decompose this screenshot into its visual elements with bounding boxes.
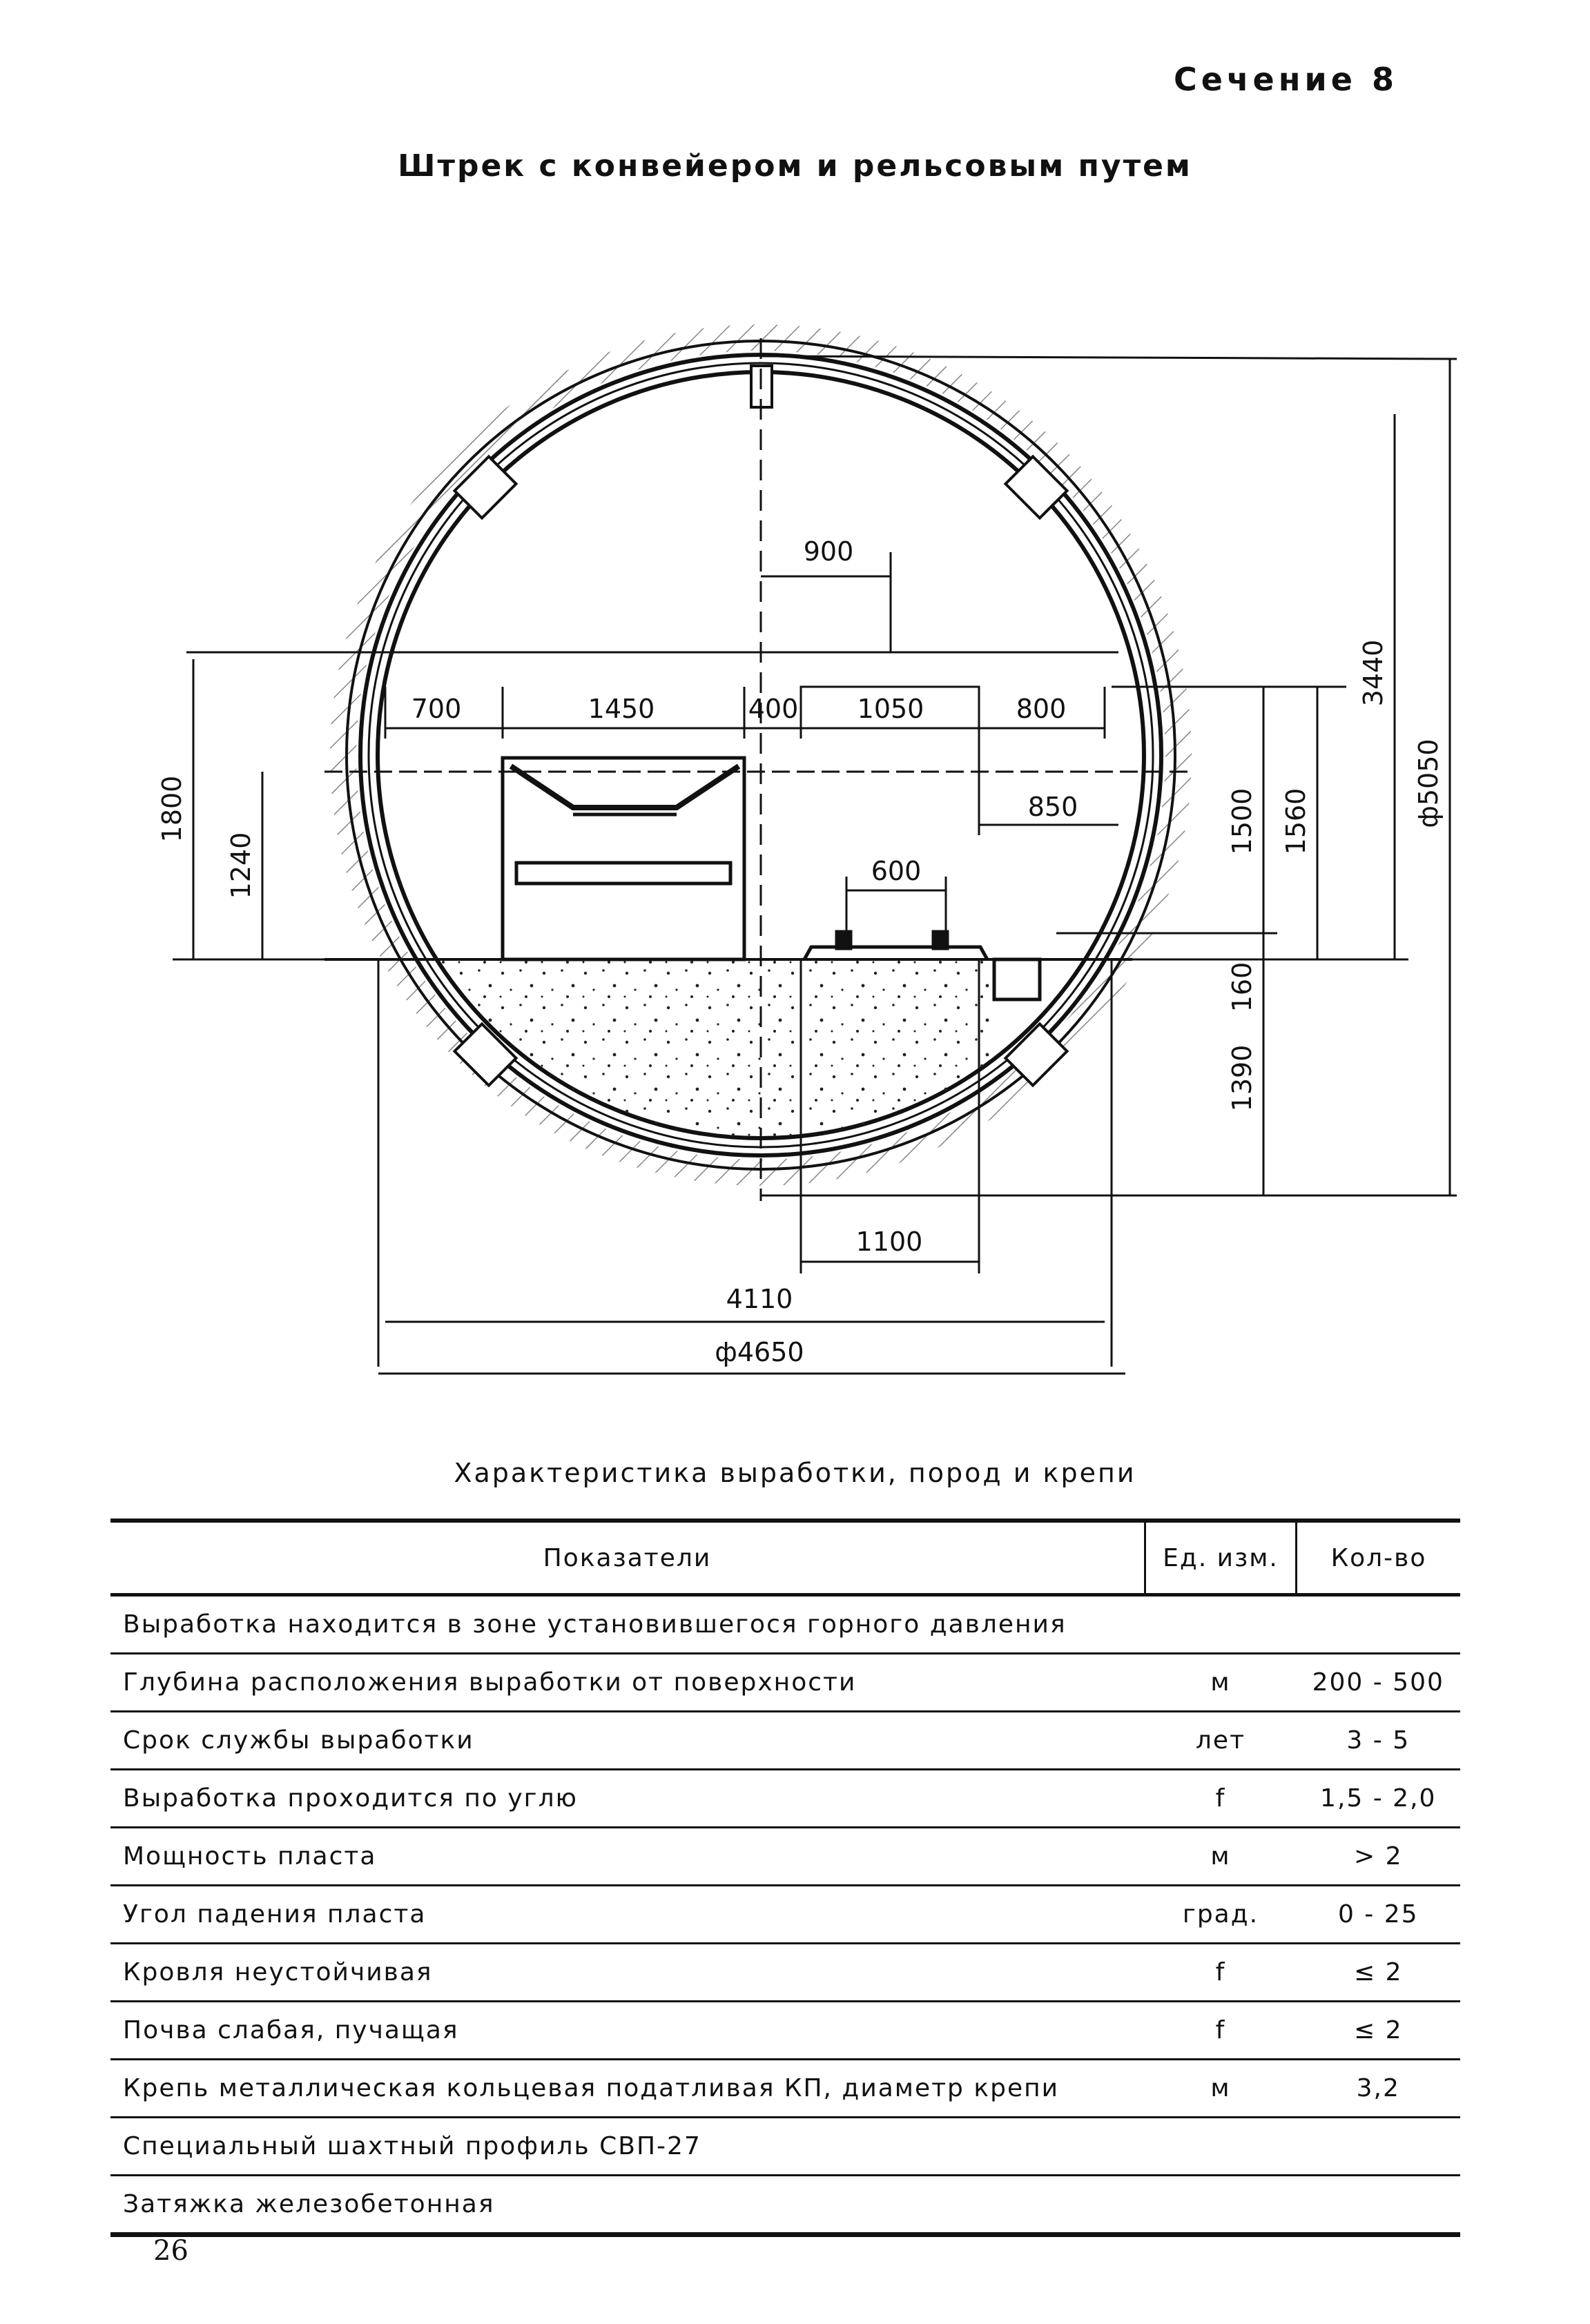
- row-unit: [1145, 2176, 1297, 2235]
- dim-5050: ф5050: [1413, 739, 1444, 828]
- row-name: Затяжка железобетонная: [110, 2176, 1145, 2235]
- dim-4110: 4110: [726, 1284, 793, 1314]
- row-name: Выработка проходится по углю: [110, 1770, 1145, 1828]
- conveyor: [503, 758, 744, 959]
- table-row: [110, 2176, 1460, 2235]
- dim-1390: 1390: [1227, 1044, 1257, 1112]
- section-number: Сечение 8: [1174, 61, 1398, 98]
- dim-4650: ф4650: [715, 1337, 804, 1367]
- row-unit: [1145, 2118, 1297, 2176]
- row-name: Глубина расположения выработки от поверхности: [110, 1654, 1145, 1712]
- table-header-row: [110, 1521, 1460, 1595]
- row-name: Мощность пласта: [110, 1828, 1145, 1886]
- dim-1560: 1560: [1281, 788, 1311, 855]
- row-qty: [1297, 2176, 1461, 2235]
- row-unit: [1145, 1595, 1297, 1654]
- table-row: [110, 1886, 1460, 1944]
- row-qty: 200 - 500: [1297, 1654, 1461, 1712]
- row-name: Кровля неустойчивая: [110, 1944, 1145, 2002]
- row-qty: 1,5 - 2,0: [1297, 1770, 1461, 1828]
- table-row: [110, 1595, 1460, 1654]
- table-row: [110, 2060, 1460, 2118]
- dim-850: 850: [1027, 792, 1078, 822]
- dim-1240: 1240: [226, 832, 256, 899]
- header-unit: Ед. изм.: [1145, 1521, 1297, 1595]
- characteristics-table: [110, 1519, 1460, 2237]
- dim-160: 160: [1227, 961, 1257, 1013]
- row-name: Почва слабая, пучащая: [110, 2002, 1145, 2060]
- row-unit: м: [1145, 1654, 1297, 1712]
- row-qty: ≤ 2: [1297, 1944, 1461, 2002]
- table-row: [110, 1770, 1460, 1828]
- dim-1500: 1500: [1227, 788, 1257, 855]
- page-number: 26: [153, 2235, 188, 2267]
- row-unit: м: [1145, 2060, 1297, 2118]
- rail-track: [804, 932, 987, 959]
- row-unit: град.: [1145, 1886, 1297, 1944]
- row-name: Крепь металлическая кольцевая податливая КП, диаметр крепи: [110, 2060, 1145, 2118]
- dim-3440: 3440: [1358, 639, 1388, 707]
- dim-400: 400: [748, 694, 799, 724]
- row-qty: 0 - 25: [1297, 1886, 1461, 1944]
- table-row: [110, 1654, 1460, 1712]
- row-unit: лет: [1145, 1712, 1297, 1770]
- row-qty: > 2: [1297, 1828, 1461, 1886]
- row-unit: м: [1145, 1828, 1297, 1886]
- row-name: Выработка находится в зоне установившегося горного давления: [110, 1595, 1145, 1654]
- row-qty: ≤ 2: [1297, 2002, 1461, 2060]
- row-unit: f: [1145, 1944, 1297, 2002]
- table-row: [110, 1712, 1460, 1770]
- row-name: Специальный шахтный профиль СВП-27: [110, 2118, 1145, 2176]
- table-row: [110, 2002, 1460, 2060]
- row-qty: 3 - 5: [1297, 1712, 1461, 1770]
- row-qty: [1297, 2118, 1461, 2176]
- table-row: [110, 1944, 1460, 2002]
- table-row: [110, 1828, 1460, 1886]
- row-qty: 3,2: [1297, 2060, 1461, 2118]
- drawing-title: Штрек с конвейером и рельсовым путем: [398, 148, 1192, 184]
- row-unit: f: [1145, 2002, 1297, 2060]
- dim-600: 600: [871, 856, 922, 886]
- row-name: Срок службы выработки: [110, 1712, 1145, 1770]
- table-row: [110, 2118, 1460, 2176]
- row-qty: [1297, 1595, 1461, 1654]
- table-caption: Характеристика выработки, пород и крепи: [454, 1458, 1136, 1488]
- dim-1050: 1050: [857, 694, 924, 724]
- dim-900: 900: [803, 536, 854, 567]
- cable-trough: [994, 959, 1040, 999]
- dim-1800: 1800: [157, 775, 187, 843]
- header-qty: Кол-во: [1297, 1521, 1461, 1595]
- dim-800: 800: [1016, 694, 1067, 724]
- dim-1450: 1450: [588, 694, 655, 724]
- dim-1100: 1100: [855, 1227, 923, 1257]
- row-unit: f: [1145, 1770, 1297, 1828]
- dim-700: 700: [411, 694, 462, 724]
- row-name: Угол падения пласта: [110, 1886, 1145, 1944]
- header-name: Показатели: [110, 1521, 1145, 1595]
